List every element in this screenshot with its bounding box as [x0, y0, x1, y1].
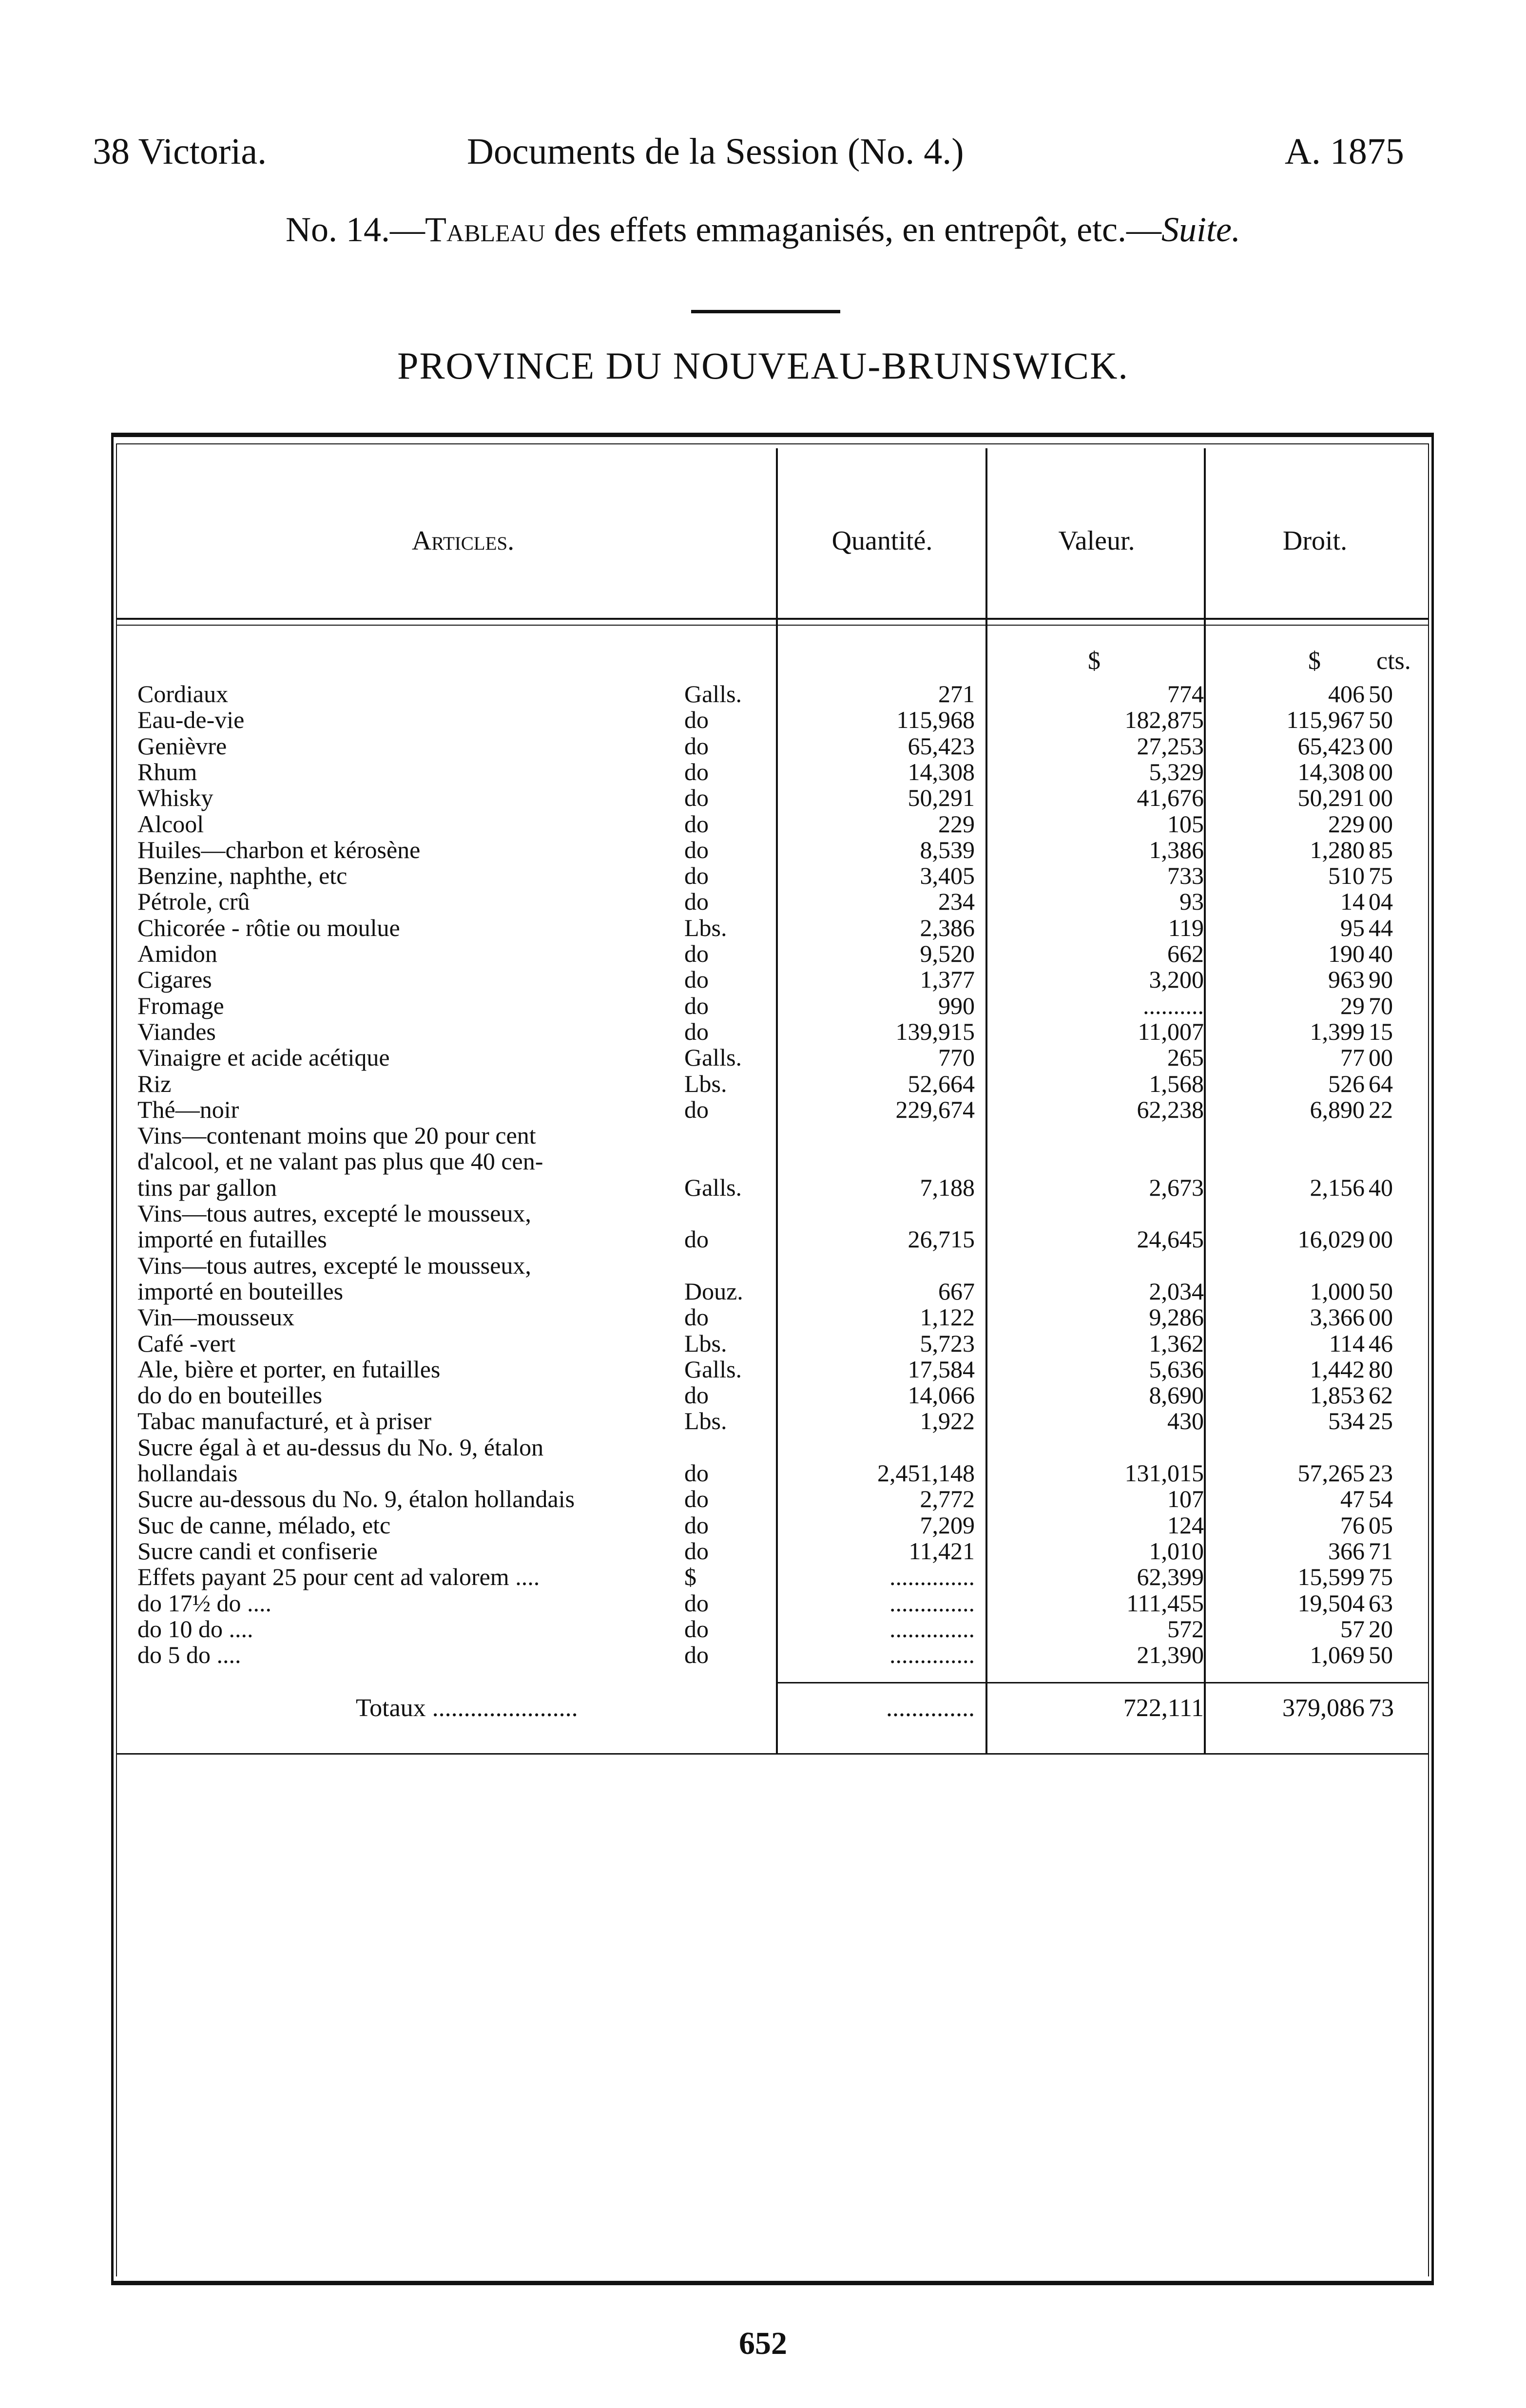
table-row	[0, 1279, 1526, 1304]
droit-cents-cell: 00	[1369, 758, 1393, 785]
subtitle-tableau: Tableau	[425, 210, 545, 249]
valeur-cell: 41,676	[1137, 784, 1204, 811]
table-row	[0, 1019, 1526, 1044]
table-row	[0, 1045, 1526, 1070]
units-valeur: $	[1088, 647, 1101, 675]
droit-cents-cell: 04	[1369, 888, 1393, 915]
valeur-cell: 107	[1167, 1485, 1204, 1512]
header-separator-thin	[116, 625, 1429, 626]
valeur-cell: 1,568	[1149, 1070, 1204, 1097]
totals-label: Totaux .......................	[356, 1694, 578, 1722]
valeur-cell: 572	[1167, 1615, 1204, 1643]
article-cell: Sucre candi et confiserie	[137, 1537, 378, 1565]
title-rule	[691, 310, 840, 313]
unit-cell: Lbs.	[684, 1330, 727, 1357]
droit-cents-cell: 05	[1369, 1511, 1393, 1539]
droit-cents-cell: 70	[1369, 992, 1393, 1019]
valeur-cell: ..........	[1143, 992, 1204, 1019]
quantity-cell: 1,122	[920, 1303, 975, 1331]
valeur-cell: 1,362	[1149, 1330, 1204, 1357]
droit-dollars-cell: 2,156	[1310, 1174, 1365, 1201]
unit-cell: do	[684, 810, 709, 838]
quantity-cell: ..............	[889, 1615, 975, 1643]
valeur-cell: 265	[1167, 1044, 1204, 1071]
quantity-cell: 229	[938, 810, 975, 838]
droit-cents-cell: 40	[1369, 940, 1393, 967]
table-row	[0, 785, 1526, 810]
table-row	[0, 1564, 1526, 1589]
article-cell: Sucre égal à et au-dessus du No. 9, étalon	[137, 1433, 544, 1461]
droit-dollars-cell: 57,265	[1297, 1459, 1365, 1487]
quantity-cell: 3,405	[920, 862, 975, 889]
droit-cents-cell: 00	[1369, 1225, 1393, 1253]
unit-cell: do	[684, 1096, 709, 1123]
article-cell: Vin—mousseux	[137, 1303, 294, 1331]
quantity-cell: ..............	[889, 1641, 975, 1668]
droit-cents-cell: 90	[1369, 966, 1393, 993]
droit-cents-cell: 00	[1369, 1044, 1393, 1071]
droit-dollars-cell: 47	[1340, 1485, 1365, 1512]
valeur-cell: 8,690	[1149, 1381, 1204, 1409]
valeur-cell: 3,200	[1149, 966, 1204, 993]
quantity-cell: 1,377	[920, 966, 975, 993]
unit-cell: do	[684, 888, 709, 915]
article-cell: Vins—contenant moins que 20 pour cent	[137, 1122, 536, 1149]
article-cell: Genièvre	[137, 732, 227, 760]
article-cell: Riz	[137, 1070, 172, 1097]
unit-cell: do	[684, 1537, 709, 1565]
article-cell: Vins—tous autres, excepté le mousseux,	[137, 1252, 531, 1279]
article-cell: importé en futailles	[137, 1225, 327, 1253]
totals-valeur: 722,111	[1123, 1694, 1204, 1722]
droit-cents-cell: 15	[1369, 1018, 1393, 1045]
droit-dollars-cell: 14,308	[1297, 758, 1365, 785]
droit-cents-cell: 50	[1369, 706, 1393, 733]
unit-cell: do	[684, 940, 709, 967]
droit-dollars-cell: 77	[1340, 1044, 1365, 1071]
unit-cell: Galls.	[684, 1044, 742, 1071]
quantity-cell: 667	[938, 1278, 975, 1305]
droit-dollars-cell: 19,504	[1297, 1589, 1365, 1617]
article-cell: Vins—tous autres, excepté le mousseux,	[137, 1200, 531, 1227]
province-title: PROVINCE DU NOUVEAU-BRUNSWICK.	[397, 344, 1129, 387]
subtitle-rest: des effets emmaganisés, en entrepôt, etc.—	[545, 210, 1161, 249]
droit-dollars-cell: 6,890	[1310, 1096, 1365, 1123]
quantity-cell: 17,584	[908, 1356, 975, 1383]
unit-cell: $	[684, 1563, 696, 1590]
article-cell: Chicorée - rôtie ou moulue	[137, 914, 400, 941]
droit-dollars-cell: 229	[1328, 810, 1365, 838]
article-cell: Rhum	[137, 758, 197, 785]
table-row	[0, 993, 1526, 1018]
table-row	[0, 1357, 1526, 1382]
article-cell: Pétrole, crû	[137, 888, 250, 915]
droit-dollars-cell: 1,853	[1310, 1381, 1365, 1409]
unit-cell: do	[684, 1511, 709, 1539]
valeur-cell: 62,238	[1137, 1096, 1204, 1123]
table-row	[0, 681, 1526, 707]
unit-cell: do	[684, 966, 709, 993]
droit-dollars-cell: 963	[1328, 966, 1365, 993]
quantity-cell: 11,421	[908, 1537, 975, 1565]
droit-dollars-cell: 95	[1340, 914, 1365, 941]
droit-cents-cell: 50	[1369, 1641, 1393, 1668]
table-row	[0, 915, 1526, 940]
article-cell: Eau-de-vie	[137, 706, 245, 733]
header-separator	[116, 618, 1429, 620]
droit-dollars-cell: 15,599	[1297, 1563, 1365, 1590]
units-droit-dollars: $	[1308, 647, 1321, 675]
valeur-cell: 5,329	[1149, 758, 1204, 785]
valeur-cell: 774	[1167, 680, 1204, 707]
droit-dollars-cell: 1,069	[1310, 1641, 1365, 1668]
droit-dollars-cell: 190	[1328, 940, 1365, 967]
unit-cell: do	[684, 1485, 709, 1512]
totals-rule	[776, 1682, 1429, 1683]
quantity-cell: 65,423	[908, 732, 975, 760]
article-cell: Sucre au-dessous du No. 9, étalon hollandais	[137, 1485, 575, 1512]
quantity-cell: 26,715	[908, 1225, 975, 1253]
droit-dollars-cell: 534	[1328, 1407, 1365, 1434]
table-row	[0, 1253, 1526, 1278]
quantity-cell: 2,772	[920, 1485, 975, 1512]
valeur-cell: 111,455	[1126, 1589, 1204, 1617]
article-cell: Viandes	[137, 1018, 216, 1045]
valeur-cell: 105	[1167, 810, 1204, 838]
unit-cell: do	[684, 1381, 709, 1409]
table-row	[0, 837, 1526, 862]
quantity-cell: 139,915	[895, 1018, 975, 1045]
quantity-cell: 50,291	[908, 784, 975, 811]
col-header-valeur: Valeur.	[1058, 526, 1135, 556]
col-header-articles: Articles.	[411, 526, 515, 556]
article-cell: tins par gallon	[137, 1174, 277, 1201]
valeur-cell: 21,390	[1137, 1641, 1204, 1668]
totals-quantity: ..............	[886, 1694, 975, 1722]
article-cell: do 10 do ....	[137, 1615, 253, 1643]
droit-cents-cell: 25	[1369, 1407, 1393, 1434]
table-row	[0, 941, 1526, 966]
table-row	[0, 811, 1526, 837]
unit-cell: do	[684, 836, 709, 863]
table-row	[0, 1071, 1526, 1096]
valeur-cell: 62,399	[1137, 1563, 1204, 1590]
quantity-cell: 1,922	[920, 1407, 975, 1434]
droit-cents-cell: 50	[1369, 1278, 1393, 1305]
valeur-cell: 124	[1167, 1511, 1204, 1539]
subtitle-number: No. 14.—	[286, 210, 425, 249]
table-row	[0, 1382, 1526, 1408]
table-row	[0, 1304, 1526, 1330]
article-cell: Alcool	[137, 810, 204, 838]
droit-dollars-cell: 1,442	[1310, 1356, 1365, 1383]
droit-cents-cell: 75	[1369, 1563, 1393, 1590]
article-cell: Café -vert	[137, 1330, 236, 1357]
unit-cell: do	[684, 784, 709, 811]
article-cell: Benzine, naphthe, etc	[137, 862, 348, 889]
valeur-cell: 2,034	[1149, 1278, 1204, 1305]
totals-droit-cents: 73	[1369, 1694, 1394, 1722]
droit-cents-cell: 75	[1369, 862, 1393, 889]
valeur-cell: 5,636	[1149, 1356, 1204, 1383]
droit-dollars-cell: 76	[1340, 1511, 1365, 1539]
unit-cell: do	[684, 1641, 709, 1668]
valeur-cell: 11,007	[1138, 1018, 1204, 1045]
valeur-cell: 131,015	[1124, 1459, 1204, 1487]
unit-cell: Galls.	[684, 680, 742, 707]
valeur-cell: 2,673	[1149, 1174, 1204, 1201]
quantity-cell: 2,451,148	[877, 1459, 975, 1487]
unit-cell: do	[684, 1225, 709, 1253]
table-row	[0, 1616, 1526, 1642]
article-cell: do 17½ do ....	[137, 1589, 271, 1617]
quantity-cell: 770	[938, 1044, 975, 1071]
col-header-quantite: Quantité.	[831, 526, 933, 556]
droit-cents-cell: 00	[1369, 784, 1393, 811]
col-header-droit: Droit.	[1282, 526, 1348, 556]
article-cell: hollandais	[137, 1459, 238, 1487]
table-row	[0, 967, 1526, 992]
page-number: 652	[739, 2326, 787, 2361]
valeur-cell: 1,386	[1149, 836, 1204, 863]
droit-dollars-cell: 3,366	[1310, 1303, 1365, 1331]
unit-cell: do	[684, 732, 709, 760]
valeur-cell: 93	[1179, 888, 1204, 915]
article-cell: do do en bouteilles	[137, 1381, 323, 1409]
article-cell: Fromage	[137, 992, 224, 1019]
quantity-cell: 271	[938, 680, 975, 707]
quantity-cell: 229,674	[895, 1096, 975, 1123]
droit-dollars-cell: 115,967	[1286, 706, 1365, 733]
quantity-cell: 14,066	[908, 1381, 975, 1409]
article-cell: do 5 do ....	[137, 1641, 241, 1668]
droit-cents-cell: 00	[1369, 732, 1393, 760]
unit-cell: do	[684, 1589, 709, 1617]
droit-dollars-cell: 526	[1328, 1070, 1365, 1097]
table-row	[0, 707, 1526, 732]
valeur-cell: 24,645	[1137, 1225, 1204, 1253]
unit-cell: do	[684, 758, 709, 785]
droit-cents-cell: 71	[1369, 1537, 1393, 1565]
valeur-cell: 182,875	[1124, 706, 1204, 733]
table-row	[0, 863, 1526, 888]
quantity-cell: 234	[938, 888, 975, 915]
droit-dollars-cell: 16,029	[1297, 1225, 1365, 1253]
droit-cents-cell: 64	[1369, 1070, 1393, 1097]
droit-dollars-cell: 57	[1340, 1615, 1365, 1643]
quantity-cell: 2,386	[920, 914, 975, 941]
droit-dollars-cell: 14	[1340, 888, 1365, 915]
table-row	[0, 1148, 1526, 1174]
valeur-cell: 430	[1167, 1407, 1204, 1434]
unit-cell: Galls.	[684, 1356, 742, 1383]
unit-cell: do	[684, 862, 709, 889]
subtitle-suite: Suite.	[1161, 210, 1240, 249]
article-cell: Whisky	[137, 784, 213, 811]
quantity-cell: 7,188	[920, 1174, 975, 1201]
droit-cents-cell: 00	[1369, 1303, 1393, 1331]
droit-cents-cell: 50	[1369, 680, 1393, 707]
valeur-cell: 119	[1168, 914, 1204, 941]
droit-cents-cell: 85	[1369, 836, 1393, 863]
table-row	[0, 1226, 1526, 1252]
table-bottom-rule	[116, 1753, 1429, 1755]
unit-cell: do	[684, 1615, 709, 1643]
table-row	[0, 1097, 1526, 1122]
quantity-cell: ..............	[889, 1589, 975, 1617]
droit-cents-cell: 00	[1369, 810, 1393, 838]
droit-dollars-cell: 114	[1329, 1330, 1365, 1357]
unit-cell: do	[684, 1303, 709, 1331]
unit-cell: Douz.	[684, 1278, 743, 1305]
quantity-cell: 8,539	[920, 836, 975, 863]
article-cell: Cigares	[137, 966, 212, 993]
unit-cell: Lbs.	[684, 1407, 727, 1434]
droit-cents-cell: 54	[1369, 1485, 1393, 1512]
droit-dollars-cell: 406	[1328, 680, 1365, 707]
droit-dollars-cell: 510	[1328, 862, 1365, 889]
article-cell: Ale, bière et porter, en futailles	[137, 1356, 441, 1383]
droit-dollars-cell: 50,291	[1297, 784, 1365, 811]
droit-cents-cell: 63	[1369, 1589, 1393, 1617]
droit-dollars-cell: 65,423	[1297, 732, 1365, 760]
unit-cell: Lbs.	[684, 914, 727, 941]
valeur-cell: 662	[1167, 940, 1204, 967]
valeur-cell: 1,010	[1149, 1537, 1204, 1565]
table-row	[0, 1642, 1526, 1667]
unit-cell: do	[684, 1459, 709, 1487]
droit-dollars-cell: 29	[1340, 992, 1365, 1019]
table-row	[0, 1175, 1526, 1200]
article-cell: Tabac manufacturé, et à priser	[137, 1407, 432, 1434]
article-cell: Thé—noir	[137, 1096, 239, 1123]
table-row	[0, 1408, 1526, 1433]
article-cell: Amidon	[137, 940, 217, 967]
table-row	[0, 1201, 1526, 1226]
table-row	[0, 1512, 1526, 1538]
droit-dollars-cell: 1,399	[1310, 1018, 1365, 1045]
article-cell: Effets payant 25 pour cent ad valorem ....	[137, 1563, 540, 1590]
article-cell: importé en bouteilles	[137, 1278, 344, 1305]
unit-cell: do	[684, 706, 709, 733]
droit-cents-cell: 40	[1369, 1174, 1393, 1201]
droit-dollars-cell: 366	[1328, 1537, 1365, 1565]
quantity-cell: ..............	[889, 1563, 975, 1590]
table-row	[0, 759, 1526, 784]
droit-cents-cell: 22	[1369, 1096, 1393, 1123]
units-droit-cents: cts.	[1376, 647, 1411, 675]
valeur-cell: 27,253	[1137, 732, 1204, 760]
droit-cents-cell: 62	[1369, 1381, 1393, 1409]
table-row	[0, 889, 1526, 914]
header-left: 38 Victoria.	[93, 131, 267, 172]
quantity-cell: 52,664	[908, 1070, 975, 1097]
article-cell: Suc de canne, mélado, etc	[137, 1511, 391, 1539]
droit-dollars-cell: 1,280	[1310, 836, 1365, 863]
table-row	[0, 1486, 1526, 1511]
table-row	[0, 1538, 1526, 1564]
quantity-cell: 990	[938, 992, 975, 1019]
header-center: Documents de la Session (No. 4.)	[467, 131, 964, 172]
article-cell: Cordiaux	[137, 680, 229, 707]
unit-cell: do	[684, 992, 709, 1019]
table-subtitle	[0, 210, 1526, 250]
quantity-cell: 9,520	[920, 940, 975, 967]
quantity-cell: 14,308	[908, 758, 975, 785]
unit-cell: Galls.	[684, 1174, 742, 1201]
droit-dollars-cell: 1,000	[1310, 1278, 1365, 1305]
quantity-cell: 5,723	[920, 1330, 975, 1357]
table-row	[0, 1434, 1526, 1460]
totals-droit-dollars: 379,086	[1282, 1694, 1365, 1722]
valeur-cell: 9,286	[1149, 1303, 1204, 1331]
table-row	[0, 1590, 1526, 1616]
header-right: A. 1875	[1285, 131, 1404, 172]
article-cell: d'alcool, et ne valant pas plus que 40 cen-	[137, 1147, 543, 1175]
quantity-cell: 115,968	[896, 706, 975, 733]
valeur-cell: 733	[1167, 862, 1204, 889]
droit-cents-cell: 80	[1369, 1356, 1393, 1383]
table-row	[0, 733, 1526, 759]
unit-cell: Lbs.	[684, 1070, 727, 1097]
table-row	[0, 1460, 1526, 1486]
droit-cents-cell: 23	[1369, 1459, 1393, 1487]
droit-cents-cell: 20	[1369, 1615, 1393, 1643]
droit-cents-cell: 46	[1369, 1330, 1393, 1357]
article-cell: Vinaigre et acide acétique	[137, 1044, 390, 1071]
unit-cell: do	[684, 1018, 709, 1045]
table-row	[0, 1331, 1526, 1356]
quantity-cell: 7,209	[920, 1511, 975, 1539]
article-cell: Huiles—charbon et kérosène	[137, 836, 421, 863]
table-row	[0, 1123, 1526, 1148]
droit-cents-cell: 44	[1369, 914, 1393, 941]
